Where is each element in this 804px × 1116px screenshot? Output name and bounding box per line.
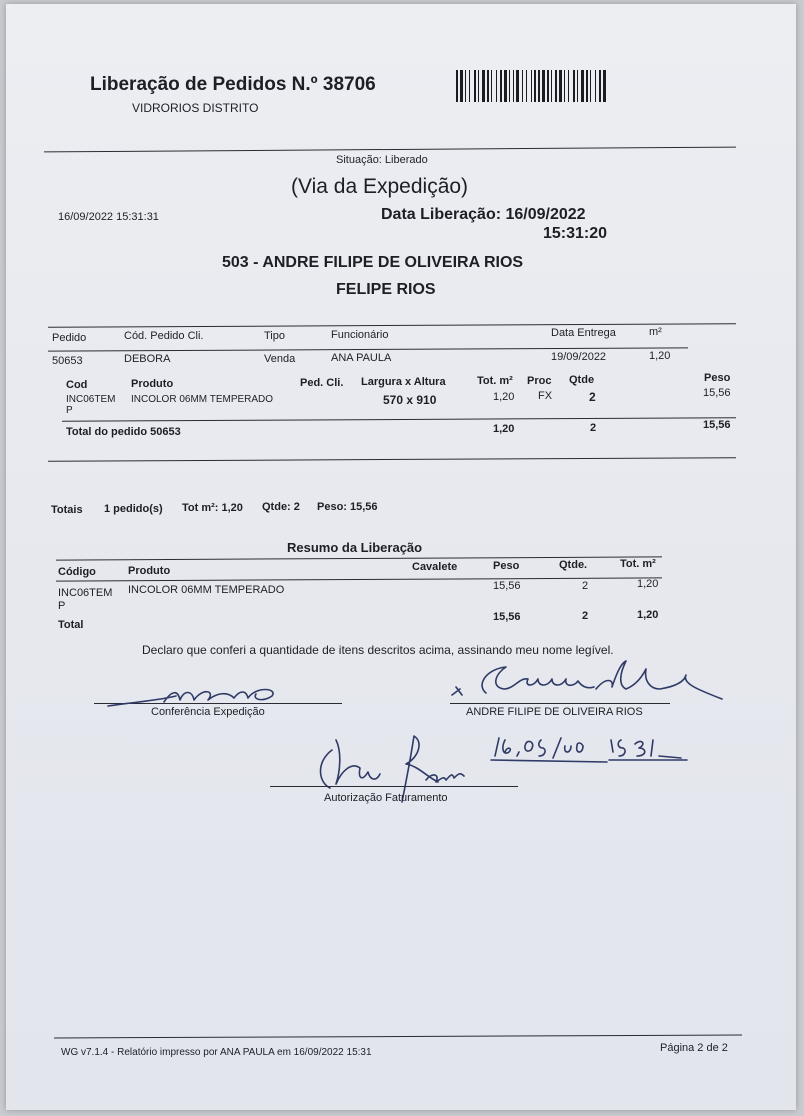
totals-label: Totais — [51, 504, 83, 516]
summary-header-cavalete: Cavalete — [412, 561, 458, 573]
client-name: 503 - ANDRE FILIPE DE OLIVEIRA RIOS — [222, 254, 524, 271]
divider — [62, 417, 736, 422]
summary-total-qtde: 2 — [582, 610, 589, 622]
col-header-funcionario: Funcionário — [331, 329, 389, 341]
col-header-cod-pedido-cli: Cód. Pedido Cli. — [124, 330, 204, 342]
item-cod-line1: INC06TEM — [66, 394, 116, 405]
divider — [48, 457, 736, 462]
order-total-label: Total do pedido 50653 — [66, 426, 181, 438]
divider — [44, 147, 736, 153]
summary-codigo-line1: INC06TEM — [58, 587, 113, 599]
item-header-proc: Proc — [527, 375, 552, 387]
declaration-text: Declaro que conferi a quantidade de itens descritos acima, assinando meu nome legível. — [142, 643, 614, 657]
summary-codigo — [58, 587, 112, 613]
barcode — [454, 68, 612, 104]
item-cod — [66, 394, 115, 416]
order-tipo: Venda — [264, 353, 296, 365]
item-header-qtde: Qtde — [569, 374, 595, 386]
summary-tot-m2: 1,20 — [637, 578, 659, 590]
divider — [48, 323, 736, 328]
summary-total-tot-m2: 1,20 — [637, 609, 659, 621]
totals-qtde: Qtde: 2 — [262, 501, 300, 513]
totals-pedidos: 1 pedido(s) — [104, 503, 163, 515]
footer-print-info: WG v7.1.4 - Relatório impresso por ANA PAULA em 16/09/2022 15:31 — [61, 1047, 372, 1058]
col-header-tipo: Tipo — [264, 330, 285, 342]
summary-total-peso: 15,56 — [493, 611, 521, 623]
summary-header-codigo: Código — [58, 566, 96, 578]
printed-timestamp: 16/09/2022 15:31:31 — [58, 211, 159, 223]
summary-codigo-line2: P — [58, 600, 66, 612]
item-qtde: 2 — [589, 390, 596, 404]
summary-header-peso: Peso — [493, 560, 520, 572]
signature-label-cliente: ANDRE FILIPE DE OLIVEIRA RIOS — [466, 706, 643, 718]
order-total-qtde: 2 — [590, 422, 597, 434]
order-cod-pedido-cli: DEBORA — [124, 353, 171, 365]
summary-header-produto: Produto — [128, 565, 171, 577]
divider — [56, 577, 662, 581]
item-header-peso: Peso — [704, 372, 731, 384]
item-produto: INCOLOR 06MM TEMPERADO — [131, 394, 274, 405]
summary-produto: INCOLOR 06MM TEMPERADO — [128, 584, 285, 596]
col-header-m2: m² — [649, 326, 662, 338]
order-funcionario: ANA PAULA — [331, 352, 392, 364]
client-alias: FELIPE RIOS — [336, 281, 436, 298]
summary-total-label: Total — [58, 619, 84, 631]
handwritten-date-graphic — [491, 730, 701, 762]
order-data-entrega: 19/09/2022 — [551, 351, 607, 363]
summary-header-qtde: Qtde. — [559, 559, 588, 571]
status-text: Situação: Liberado — [336, 154, 428, 166]
signature-label-autorizacao: Autorização Faturamento — [324, 792, 448, 804]
item-header-cod: Cod — [66, 379, 88, 391]
document-page — [6, 4, 796, 1110]
item-dimensions: 570 x 910 — [383, 393, 437, 407]
summary-header-tot-m2: Tot. m² — [620, 558, 656, 570]
company-name: VIDRORIOS DISTRITO — [132, 101, 259, 115]
footer-divider — [54, 1034, 742, 1038]
order-total-m2: 1,20 — [493, 423, 515, 435]
summary-peso: 15,56 — [493, 580, 521, 592]
col-header-data-entrega: Data Entrega — [551, 327, 616, 339]
summary-qtde: 2 — [582, 580, 589, 592]
order-total-peso: 15,56 — [703, 419, 731, 431]
item-header-produto: Produto — [131, 378, 174, 390]
order-pedido: 50653 — [52, 355, 83, 367]
release-time: 15:31:20 — [543, 225, 608, 242]
item-peso: 15,56 — [703, 387, 731, 399]
summary-title: Resumo da Liberação — [287, 540, 423, 555]
totals-m2: Tot m²: 1,20 — [182, 502, 243, 514]
signature-label-conferencia: Conferência Expedição — [151, 706, 265, 718]
item-cod-line2: P — [66, 405, 73, 416]
totals-peso: Peso: 15,56 — [317, 501, 378, 513]
item-header-ped-cli: Ped. Cli. — [300, 377, 344, 389]
item-header-largura-altura: Largura x Altura — [361, 376, 446, 388]
item-header-tot-m2: Tot. m² — [477, 375, 513, 387]
copy-label: (Via da Expedição) — [291, 175, 469, 198]
page-number: Página 2 de 2 — [660, 1042, 728, 1054]
release-date: Data Liberação: 16/09/2022 — [381, 206, 586, 223]
order-m2: 1,20 — [649, 350, 671, 362]
document-title: Liberação de Pedidos N.º 38706 — [90, 74, 376, 95]
col-header-pedido: Pedido — [52, 332, 87, 344]
item-tot-m2: 1,20 — [493, 391, 515, 403]
item-proc: FX — [538, 390, 553, 402]
